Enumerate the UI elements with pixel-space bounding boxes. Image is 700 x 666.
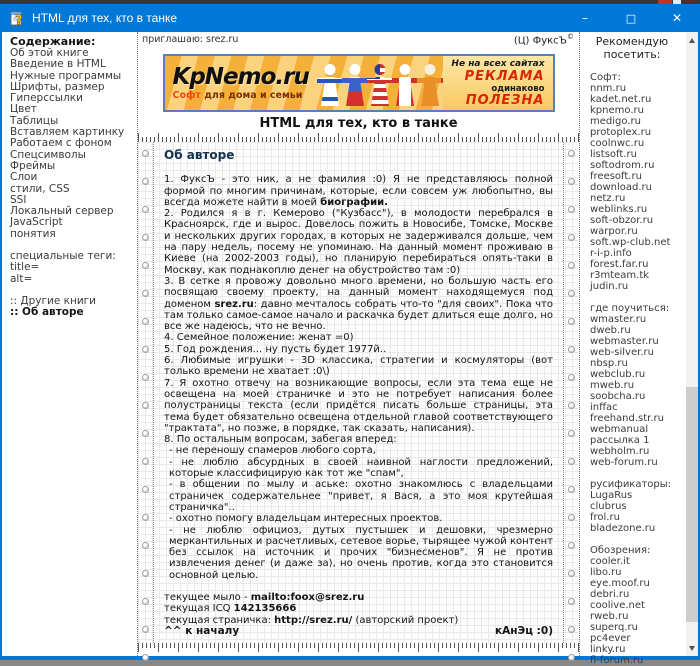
text-segment: 2. Родился я в г. Кемерово ("Кузбасс"), в молодости перебрался в Красноярск, где и вырос. Довелось пожить в Новосибе, Томске, Москве и нескольких других городах, в которых не задерживался дольше, чем на пару недель, посему не упоминаю. На данный момент проживаю в Киеве (на 2002-2003 годы), но планирую перебираться опять-таки в Москву, как поднакоплю денег на обустройство там :0) <box>164 208 553 276</box>
toc-heading: Содержание: <box>10 35 96 48</box>
contact-line <box>164 603 553 614</box>
text-segment: 142135666 <box>233 603 297 615</box>
spiral-hole-icon <box>142 486 149 493</box>
recommend-link[interactable]: webmanual <box>590 424 649 435</box>
spiral-hole-icon <box>142 374 149 381</box>
paragraph <box>164 332 553 343</box>
text-segment: текущая страничка: <box>164 614 275 626</box>
recommend-link[interactable]: libo.ru <box>590 567 622 578</box>
recommend-link[interactable]: superq.ru <box>590 622 638 633</box>
spiral-hole-icon <box>568 570 575 577</box>
recommend-link[interactable]: webmaster.ru <box>590 336 659 347</box>
recommend-link[interactable]: download.ru <box>590 182 652 193</box>
text-segment: 6. Любимые игрушки - 3D классика, стратегии и космуляторы (вот только времени не хватает :0\) <box>164 355 553 378</box>
text-segment: текущее мыло - <box>164 591 251 603</box>
top-row <box>138 32 579 46</box>
recommend-sections <box>590 72 686 666</box>
recommend-link[interactable]: soft.wp-club.net <box>590 237 671 248</box>
sidebar-item[interactable]: Фреймы <box>10 159 56 172</box>
spiral-hole-icon <box>142 514 149 521</box>
recommend-section <box>590 479 686 534</box>
recommend-link[interactable]: coolnwc.ru <box>590 138 645 149</box>
banner-slogan-line3: одинаково <box>491 83 545 94</box>
spiral-hole-icon <box>568 654 575 661</box>
recommend-link[interactable]: freesoft.ru <box>590 171 642 182</box>
sidebar-book-link[interactable]: :: Другие книги <box>10 294 97 307</box>
to-top-link[interactable]: ^^ к началу <box>164 624 240 637</box>
page-content <box>2 32 698 666</box>
invite-text[interactable]: приглашаю: srez.ru <box>142 34 239 45</box>
text-segment: 4. Семейное положение: женат =0) <box>164 332 354 344</box>
recommend-link[interactable]: web-silver.ru <box>590 347 654 358</box>
recommend-link[interactable]: debri.ru <box>590 589 630 600</box>
spiral-hole-icon <box>142 654 149 661</box>
text-link[interactable]: srez.ru <box>214 298 254 310</box>
paragraph <box>164 355 553 378</box>
vertical-scrollbar[interactable] <box>686 32 698 656</box>
sidebar-item[interactable]: Слои <box>10 171 38 184</box>
spiral-hole-icon <box>568 514 575 521</box>
recommend-link[interactable]: nnm.ru <box>590 83 627 94</box>
paragraph <box>164 513 553 524</box>
recommend-section <box>590 545 686 666</box>
toc-list <box>10 48 135 240</box>
spiral-hole-icon <box>568 150 575 157</box>
spiral-hole-icon <box>142 290 149 297</box>
sidebar-item[interactable]: JavaScript <box>10 216 63 229</box>
text-segment: - не люблю абсурдных в своей наивной наглости предложений, которые классифицирую как тот же "спам", <box>169 456 553 480</box>
banner-slogan-block <box>443 56 552 110</box>
sidebar-left <box>2 32 137 656</box>
spiral-hole-icon <box>142 234 149 241</box>
recommend-link[interactable]: bladezone.ru <box>590 523 656 534</box>
spiral-hole-icon <box>568 374 575 381</box>
recommend-link[interactable]: forest.far.ru <box>590 259 649 270</box>
paper-body <box>138 142 579 643</box>
spacer <box>138 652 579 656</box>
text-segment: - в общении по мылу и аське: охотно знакомлюсь с владельцами страничек содержательнее "привет, я Вася, а это моя крутейшая страничка".. <box>169 479 553 513</box>
text-segment: - не переношу спамеров любого сорта, <box>169 445 376 457</box>
spiral-hole-icon <box>142 318 149 325</box>
text-segment: (авторский проект) <box>352 614 459 626</box>
banner-slogan-line1: Не на всех сайтах <box>451 58 545 69</box>
paper-text <box>164 150 553 643</box>
banner-tagline: Софт для дома и семьи <box>172 90 303 101</box>
paragraph-list <box>164 174 553 581</box>
sidebar-item[interactable]: SSI <box>10 193 27 206</box>
text-segment: 5. Год рождения... ну пусть будет 1977й.. <box>164 343 387 355</box>
tags-list <box>10 262 135 285</box>
recommend-link[interactable]: nbsp.ru <box>590 358 628 369</box>
paragraph <box>164 479 553 513</box>
spiral-hole-icon <box>142 598 149 605</box>
copyright-mark: © <box>567 33 574 41</box>
spiral-hole-icon <box>568 486 575 493</box>
sidebar-item[interactable]: Вставляем картинку <box>10 126 125 139</box>
recommend-link[interactable]: linky.ru <box>590 644 626 655</box>
text-link[interactable]: биографии. <box>320 196 388 208</box>
spiral-hole-icon <box>142 626 149 633</box>
spiral-hole-icon <box>568 542 575 549</box>
recommend-section-title: Софт: <box>590 72 621 83</box>
maximize-button[interactable]: □ <box>625 11 637 25</box>
text-segment: 8. По остальным вопросам, забегая вперед: <box>164 434 397 446</box>
text-segment: 3. В сетке я провожу довольно много времени, но большую часть его посвящаю своему проекту, на данный момент находящемуся под доменом <box>164 275 553 310</box>
spiral-hole-icon <box>568 458 575 465</box>
paragraph <box>164 434 553 445</box>
recommend-link[interactable]: freehand.str.ru <box>590 413 664 424</box>
recommend-link[interactable]: webclub.ru <box>590 369 646 380</box>
recommend-link[interactable]: mweb.ru <box>590 380 635 391</box>
text-segment: - охотно помогу владельцам интересных проектов. <box>169 513 443 525</box>
spiral-hole-icon <box>142 458 149 465</box>
center-column <box>137 32 580 656</box>
recommend-link[interactable]: dweb.ru <box>590 325 631 336</box>
recommend-link[interactable]: listsoft.ru <box>590 149 637 160</box>
recommend-section-title: где поучиться: <box>590 303 670 314</box>
sidebar-item[interactable]: Введение в HTML <box>10 58 106 71</box>
spiral-hole-icon <box>142 178 149 185</box>
text-segment: 7. Я охотно отвечу на возникающие вопросы, если эта тема еще не освещена на моей страничке и это не потребует написания более полустраницы текста (если придётся писать больше страницы, эта тема будет обязательно освещена отдельной главой соответствующего "трактата", но позже, в порядке, так сказать, написания). <box>164 377 553 434</box>
paper <box>138 142 579 656</box>
recommend-heading: Рекомендую посетить: <box>595 35 669 61</box>
banner-brand-block <box>165 65 309 101</box>
recommend-link[interactable]: web-forum.ru <box>590 457 658 468</box>
minimize-button[interactable]: – <box>582 11 588 25</box>
recommend-link[interactable]: medigo.ru <box>590 116 641 127</box>
tag-item[interactable]: title= <box>10 261 40 274</box>
spiral-hole-icon <box>568 318 575 325</box>
recommend-link[interactable]: judin.ru <box>590 281 629 292</box>
sidebar-item[interactable]: понятия <box>10 227 56 240</box>
window-icon <box>9 10 25 29</box>
text-segment: текущая ICQ <box>164 603 234 615</box>
banner-ad[interactable] <box>163 54 555 112</box>
recommend-link[interactable]: r-i-p.info <box>590 248 632 259</box>
paragraph <box>164 344 553 355</box>
recommend-link[interactable]: netz.ru <box>590 193 626 204</box>
paragraph <box>164 276 553 332</box>
paragraph <box>164 378 553 434</box>
books-list <box>10 296 135 319</box>
sidebar-item[interactable]: стили, CSS <box>10 182 70 195</box>
contact-line <box>164 592 553 603</box>
recommend-link[interactable]: rweb.ru <box>590 611 629 622</box>
banner-slogan-line4: ПОЛЕЗНА <box>465 92 545 108</box>
text-segment: - не люблю официоз, дутых пустышек и дешовки, чрезмерно меркантильных и расчетливых, сетевое ворье, тырящее чужой контент без ссылок на источник и прочих "бизнесменов". Я не против извлечения денег (и даже за), но очень против, когда это становится основной целью. <box>169 524 553 581</box>
sidebar-right <box>581 32 686 666</box>
paragraph <box>164 457 553 480</box>
spiral-hole-icon <box>142 430 149 437</box>
sidebar-item[interactable]: Об этой книге <box>10 47 89 59</box>
spiral-hole-icon <box>568 234 575 241</box>
sidebar-item[interactable]: Работаем с фоном <box>10 137 112 150</box>
contact-list <box>164 592 553 626</box>
window <box>0 4 700 666</box>
copyright-text: (Ц) ФуксЪ© <box>513 33 574 47</box>
recommend-link[interactable]: inffac <box>590 402 618 413</box>
spiral-hole-icon <box>568 290 575 297</box>
text-segment: : давно мечталось собрать что-то "для своих". Пока что там только самое-самое начало и раскачка будет длиться еще долго, но все же надеюсь, что не вечно. <box>164 298 554 333</box>
recommend-link[interactable]: рассылка 1 <box>590 435 650 446</box>
recommend-link[interactable]: webholm.ru <box>590 446 650 457</box>
recommend-section-title: русификаторы: <box>590 479 672 490</box>
spiral-hole-icon <box>142 150 149 157</box>
spiral-hole-icon <box>568 346 575 353</box>
recommend-link[interactable]: kpnemo.ru <box>590 105 644 116</box>
recommend-link[interactable]: eye.moof.ru <box>590 578 650 589</box>
spiral-hole-icon <box>568 178 575 185</box>
spiral-hole-icon <box>568 430 575 437</box>
recommend-link[interactable]: kadet.net.ru <box>590 94 652 105</box>
window-title: HTML для тех, кто в танке <box>32 11 178 25</box>
sidebar-item[interactable]: Локальный сервер <box>10 205 114 218</box>
banner-brand: KpNemo.ru <box>172 64 309 90</box>
paragraph <box>164 208 553 276</box>
spiral-hole-icon <box>568 626 575 633</box>
paragraph <box>164 525 553 581</box>
spiral-hole-icon <box>142 570 149 577</box>
sidebar-item[interactable]: Цвет <box>10 103 37 116</box>
section-title: Об авторе <box>164 148 235 162</box>
tag-item[interactable]: alt= <box>10 272 33 285</box>
recommend-section <box>590 72 686 292</box>
titlebar[interactable] <box>0 4 700 32</box>
recommend-section <box>590 303 686 468</box>
spiral-hole-icon <box>568 206 575 213</box>
text-segment: 1. ФуксЪ - это ник, а не фамилия :0) Я не представляюсь полной формой по многим причинам, которые, если совсем уж любопытно, вы всегда можете найти в моей <box>164 174 553 208</box>
tags-heading: специальные теги: <box>10 250 116 263</box>
spiral-hole-icon <box>568 262 575 269</box>
scroll-down-icon[interactable] <box>686 640 698 656</box>
recommend-link[interactable]: clubrus <box>590 501 627 512</box>
sidebar-item[interactable]: Нужные программы <box>10 69 122 82</box>
banner-slogan-line2: РЕКЛАМА <box>464 68 545 84</box>
recommend-link[interactable]: r3mteam.tk <box>590 270 650 281</box>
sidebar-item[interactable]: Таблицы <box>10 114 59 127</box>
text-link[interactable]: mailto:foox@srez.ru <box>250 591 365 603</box>
the-end-label: кАнЭц :0) <box>495 624 553 637</box>
recommend-link[interactable]: weblinks.ru <box>590 204 648 215</box>
svg-text:?: ? <box>15 13 23 29</box>
spiral-hole-icon <box>568 402 575 409</box>
recommend-link[interactable]: cooler.it <box>590 556 630 567</box>
recommend-link[interactable]: softodrom.ru <box>590 160 655 171</box>
ruler-top <box>138 133 579 142</box>
spiral-hole-icon <box>142 206 149 213</box>
spiral-hole-icon <box>142 402 149 409</box>
spiral-hole-icon <box>568 598 575 605</box>
recommend-link[interactable]: coolive.net <box>590 600 645 611</box>
recommend-link[interactable]: fl-forum.ru <box>590 655 644 666</box>
paragraph <box>164 174 553 208</box>
sidebar-book-link[interactable]: :: Об авторе <box>10 306 84 319</box>
recommend-link[interactable]: warpor.ru <box>590 226 638 237</box>
text-link[interactable]: http://srez.ru/ <box>274 614 353 626</box>
scroll-thumb[interactable] <box>686 387 698 622</box>
sidebar-item[interactable]: Спецсимволы <box>10 148 86 161</box>
recommend-section-title: Обозрения: <box>590 545 651 556</box>
recommend-link[interactable]: wmaster.ru <box>590 314 647 325</box>
close-button[interactable]: ✕ <box>671 11 683 25</box>
page-title: HTML для тех, кто в танке <box>259 116 458 131</box>
paragraph <box>164 445 553 456</box>
spiral-hole-icon <box>142 542 149 549</box>
recommend-link[interactable]: soobcha.ru <box>590 391 646 402</box>
recommend-link[interactable]: frol.ru <box>590 512 620 523</box>
sidebar-item[interactable]: Гиперссылки <box>10 92 83 105</box>
ruler-bottom <box>138 643 579 652</box>
scroll-up-icon[interactable] <box>686 32 698 48</box>
recommend-link[interactable]: protoplex.ru <box>590 127 652 138</box>
recommend-link[interactable]: pc4ever <box>590 633 631 644</box>
spiral-hole-icon <box>142 262 149 269</box>
spiral-hole-icon <box>142 346 149 353</box>
sidebar-item[interactable]: Шрифты, размер <box>10 80 105 93</box>
recommend-link[interactable]: LugaRus <box>590 490 633 501</box>
recommend-link[interactable]: soft-obzor.ru <box>590 215 654 226</box>
